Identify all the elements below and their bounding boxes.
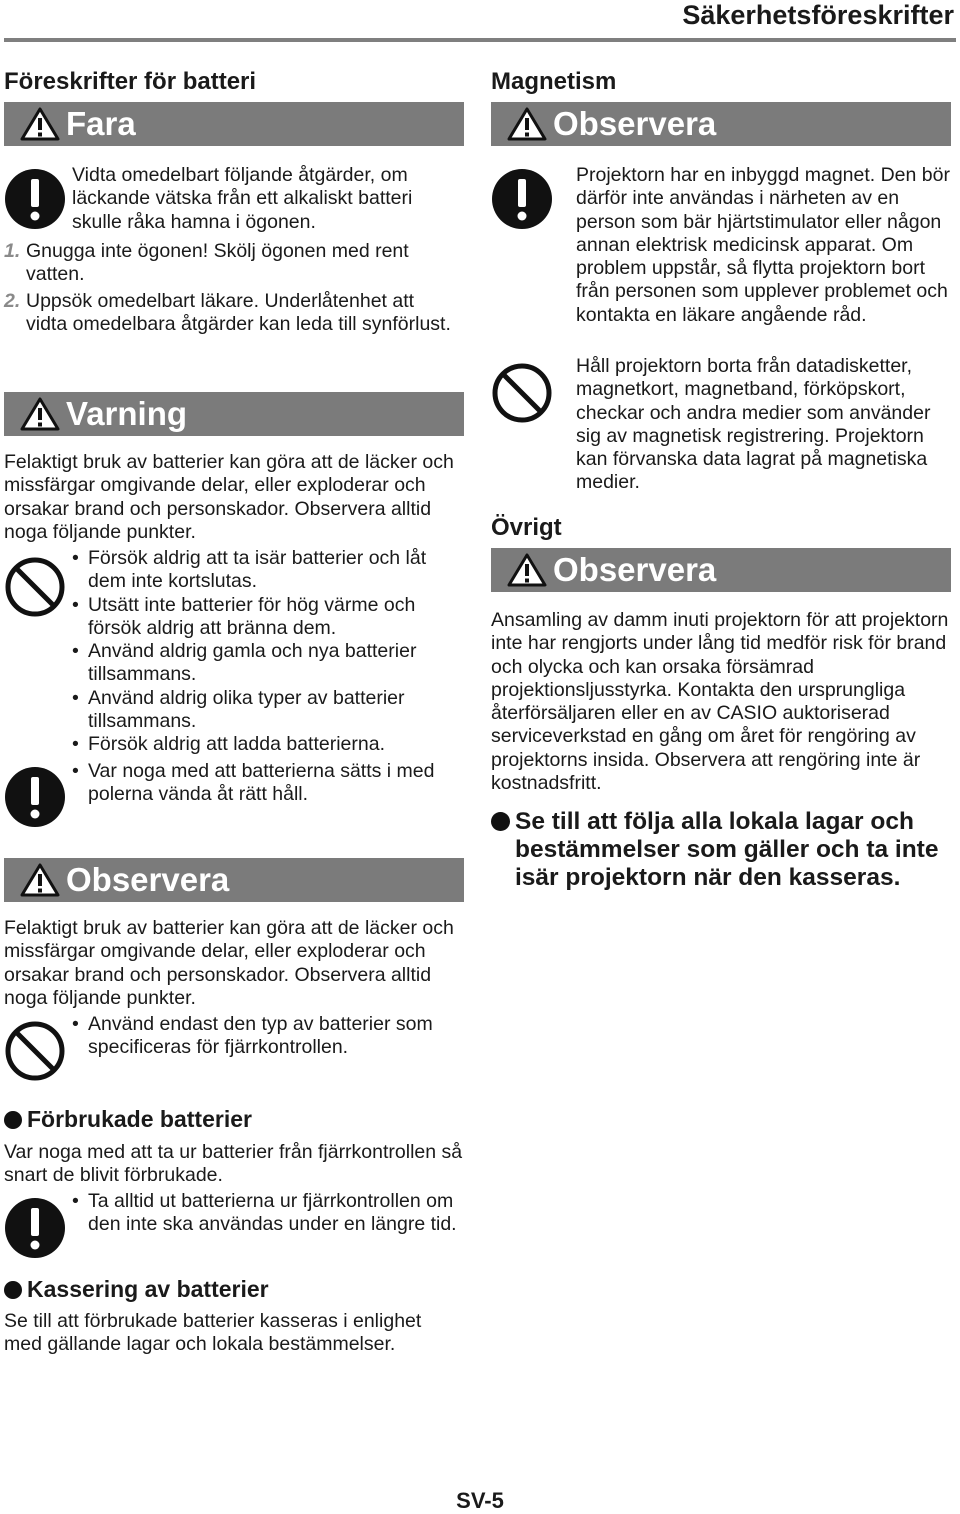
mandatory-action-icon [4, 766, 66, 828]
caution-label: Observera [66, 861, 230, 898]
prohibition-icon [4, 1020, 66, 1082]
section-title-other: Övrigt [491, 514, 562, 541]
page-number: SV-5 [456, 1488, 504, 1513]
magnetism-text-media: Håll projektorn borta från datadisketter, magnetkort, magnetband, förköpskort, checkar och andra medier som använder sig av magnetisk registrering. Projektorn kan förvanska data lagrat på magnetiska medier. [576, 355, 931, 494]
magnetism-text-medical: Projektorn har en inbyggd magnet. Den bör därför inte användas i närheten av en person som bär hjärtstimulator eller någon annan elektrisk medicinsk apparat. Om problem uppstår, så flytta projektorn bort från personen som upplever problemet och kontakta en läkare angående råd. [576, 164, 950, 326]
warning-intro: Felaktigt bruk av batterier kan göra att de läcker och missfärgar omgivande delar, eller exploderar och orsakar brand och personskador. Observera alltid noga följande punkter. [4, 451, 454, 543]
list-item: • Använd aldrig olika typer av batterier tillsammans. [72, 686, 405, 733]
list-item: • Utsätt inte batterier för hög värme och försök aldrig att bränna dem. [72, 593, 416, 639]
caution-label: Observera [553, 551, 717, 588]
caution-banner [4, 858, 464, 902]
caution-label: Observera [553, 105, 717, 142]
list-item: 2. Uppsök omedelbart läkare. Underlåtenhet att vidta omedelbara åtgärder kan leda till synförlust. [4, 289, 451, 335]
bullet-dot [4, 1281, 22, 1299]
mandatory-action-icon [4, 1197, 66, 1259]
warning-triangle-icon [20, 397, 60, 431]
list-item: • Försök aldrig att ta isär batterier och låt dem inte kortslutas. [72, 547, 427, 593]
warning-prohibit-list [72, 547, 457, 757]
bullet-dot [491, 812, 510, 831]
disposal-text: Se till att förbrukade batterier kasseras i enlighet med gällande lagar och lokala bestämmelser. [4, 1310, 422, 1356]
used-batteries-text: Var noga med att ta ur batterier från fjärrkontrollen så snart de blivit förbrukade. [4, 1141, 463, 1187]
warning-label: Varning [66, 395, 188, 432]
dust-warning-text: Ansamling av damm inuti projektorn för att projektorn inte har rengjorts under lång tid medför risk för brand och olycka och kan orsaka försämrad projektionsljusstyrka. Kontakta den ursprungliga återförsäljaren eller en av CASIO auktoriserad serviceverkstad en gång om året för rengöring av projektorns insida. Observera att rengöring inte är kostnadsfritt. [491, 609, 949, 795]
prohibition-icon [4, 556, 66, 618]
caution-list [72, 1013, 457, 1060]
danger-intro: Vidta omedelbart följande åtgärder, om läckande vätska från ett alkaliskt batteri skulle råka hamna i ögonen. [72, 164, 413, 233]
list-item: • Ta alltid ut batterierna ur fjärrkontrollen om den inte ska användas under en längre tid. [72, 1190, 457, 1236]
danger-banner [4, 102, 464, 146]
warning-triangle-icon [507, 107, 547, 141]
bullet-dot [4, 1111, 22, 1129]
other-caution-banner [491, 548, 951, 592]
danger-label: Fara [66, 105, 136, 142]
magnetism-caution-banner [491, 102, 951, 146]
header-divider [4, 38, 956, 42]
used-batteries-heading: Förbrukade batterier [4, 1106, 252, 1133]
section-title-magnetism: Magnetism [491, 68, 617, 95]
list-item: • Var noga med att batterierna sätts i med polerna vända åt rätt håll. [72, 760, 435, 806]
warning-triangle-icon [507, 553, 547, 587]
used-batteries-list [72, 1190, 457, 1237]
prohibition-icon [491, 362, 553, 424]
mandatory-action-icon [491, 168, 553, 230]
list-item: • Använd endast den typ av batterier som specificeras för fjärrkontrollen. [72, 1013, 433, 1059]
disposal-notice: Se till att följa alla lokala lagar och bestämmelser som gäller och ta inte isär projektorn när den kasseras. [491, 808, 951, 892]
disposal-heading: Kassering av batterier [4, 1276, 269, 1303]
list-item: 1. Gnugga inte ögonen! Skölj ögonen med rent vatten. [4, 240, 409, 286]
list-item: • Försök aldrig att ladda batterierna. [72, 733, 385, 756]
warning-triangle-icon [20, 863, 60, 897]
page-header-title: Säkerhetsföreskrifter [682, 0, 954, 30]
section-title-battery: Föreskrifter för batteri [4, 68, 257, 95]
warning-triangle-icon [20, 107, 60, 141]
danger-steps [4, 240, 454, 336]
mandatory-action-icon [4, 168, 66, 230]
warning-mandatory-list [72, 760, 457, 807]
warning-banner [4, 392, 464, 436]
caution-intro: Felaktigt bruk av batterier kan göra att de läcker och missfärgar omgivande delar, eller exploderar och orsakar brand och personskador. Observera alltid noga följande punkter. [4, 917, 454, 1009]
list-item: • Använd aldrig gamla och nya batterier tillsammans. [72, 640, 417, 686]
